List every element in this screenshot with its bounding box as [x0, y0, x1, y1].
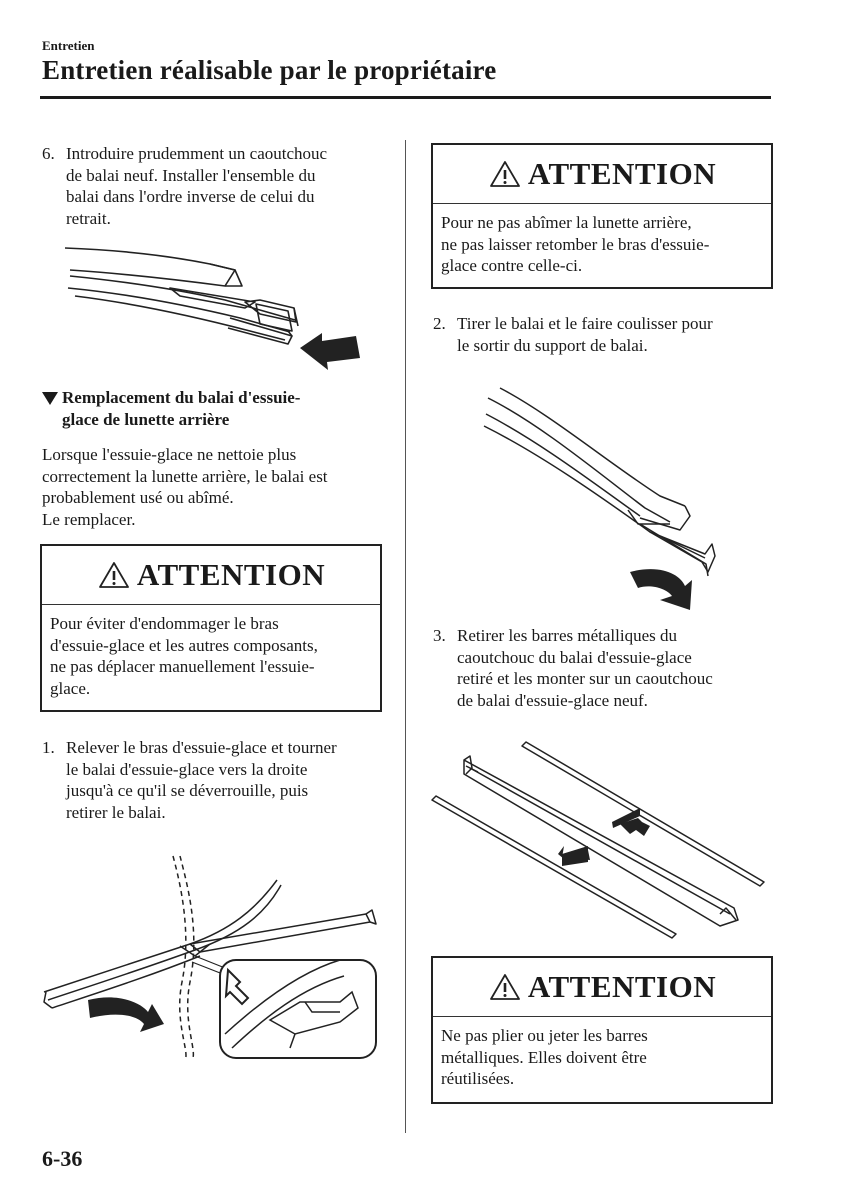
- wiper-slide-out-illustration: [480, 384, 720, 624]
- page-title: Entretien réalisable par le propriétaire: [42, 55, 497, 85]
- warning-title: ATTENTION: [527, 156, 717, 191]
- warning-triangle-icon: [488, 159, 522, 189]
- title-rule: [40, 96, 771, 99]
- page-number: 6-36: [42, 1146, 83, 1171]
- step-text: Tirer le balai et le faire coulisser pour le sortir du support de balai.: [457, 314, 713, 355]
- warning-header: [433, 145, 771, 204]
- step-1: [42, 737, 392, 827]
- warning-title: ATTENTION: [136, 557, 326, 592]
- wiper-blade-install-illustration: [60, 236, 365, 376]
- warning-title: ATTENTION: [527, 969, 717, 1004]
- metal-bars-illustration: [430, 738, 775, 943]
- step-2: [433, 313, 778, 359]
- subheading: Remplacement du balai d'essuie- glace de lunette arrière: [42, 387, 392, 433]
- warning-triangle-icon: [97, 560, 131, 590]
- wiper-removal-illustration: [40, 852, 385, 1062]
- step-6: [42, 143, 392, 233]
- step-number: 6.: [42, 144, 55, 163]
- step-number: 2.: [433, 314, 446, 333]
- warning-header: [433, 958, 771, 1017]
- step-text: Retirer les barres métalliques du caoutchouc du balai d'essuie-glace retiré et les monter sur un caoutchouc de balai d'essuie-glace neuf.: [457, 626, 713, 710]
- section-label: Entretien: [42, 38, 95, 53]
- step-text: Relever le bras d'essuie-glace et tourner le balai d'essuie-glace vers la droite jusqu'à ce qu'il se déverrouille, puis retirer le balai.: [66, 738, 337, 822]
- down-triangle-bullet-icon: [42, 392, 58, 405]
- warning-text: Ne pas plier ou jeter les barres métalliques. Elles doivent être réutilisées.: [441, 1026, 648, 1088]
- column-divider: [405, 140, 406, 1133]
- step-text: Introduire prudemment un caoutchouc de balai neuf. Installer l'ensemble du balai dans l'ordre inverse de celui du retrait.: [66, 144, 328, 228]
- warning-text: Pour éviter d'endommager le bras d'essuie-glace et les autres composants, ne pas déplacer manuellement l'essuie- glace.: [50, 614, 318, 698]
- warning-header: [42, 546, 380, 605]
- warning-box: [431, 143, 773, 289]
- warning-box: [431, 956, 773, 1104]
- warning-box: [40, 544, 382, 712]
- step-number: 1.: [42, 738, 55, 757]
- step-3: [433, 625, 778, 715]
- warning-triangle-icon: [488, 972, 522, 1002]
- warning-text: Pour ne pas abîmer la lunette arrière, ne pas laisser retomber le bras d'essuie- glace contre celle-ci.: [441, 213, 710, 275]
- step-number: 3.: [433, 626, 446, 645]
- intro-paragraph: Lorsque l'essuie-glace ne nettoie plus correctement la lunette arrière, le balai est probablement usé ou abîmé. Le remplacer.: [42, 445, 328, 529]
